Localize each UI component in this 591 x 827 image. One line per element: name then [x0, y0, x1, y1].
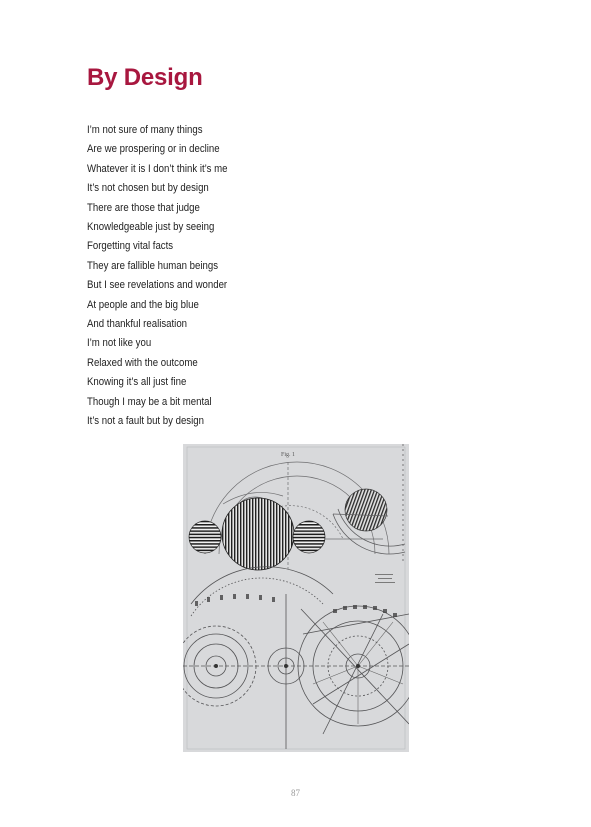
- poem-line: At people and the big blue: [87, 298, 199, 311]
- poem-body: [87, 121, 250, 432]
- poem-line: Relaxed with the outcome: [87, 356, 198, 369]
- poem-line: And thankful realisation: [87, 318, 188, 331]
- plate-label: Fig. 1: [281, 452, 296, 458]
- poem-title: By Design: [87, 64, 203, 91]
- poem-line: Whatever it is I don’t think it’s me: [87, 162, 228, 175]
- engraving-drawing: [183, 444, 409, 752]
- poem-line: Forgetting vital facts: [87, 240, 174, 253]
- poem-line: Are we prospering or in decline: [87, 143, 220, 156]
- poem-line: I’m not like you: [87, 337, 152, 350]
- page-number: 87: [291, 788, 300, 798]
- poem-line: Knowing it’s all just fine: [87, 376, 187, 389]
- poem-line: It’s not a fault but by design: [87, 415, 204, 428]
- poem-line: Though I may be a bit mental: [87, 395, 212, 408]
- poem-line: They are fallible human beings: [87, 259, 219, 272]
- technical-drawing-illustration: [183, 444, 409, 752]
- poem-line: It’s not chosen but by design: [87, 182, 209, 195]
- poem-line: But I see revelations and wonder: [87, 279, 228, 292]
- poem-line: There are those that judge: [87, 201, 200, 214]
- poem-line: Knowledgeable just by seeing: [87, 221, 215, 234]
- poem-line: I’m not sure of many things: [87, 124, 203, 136]
